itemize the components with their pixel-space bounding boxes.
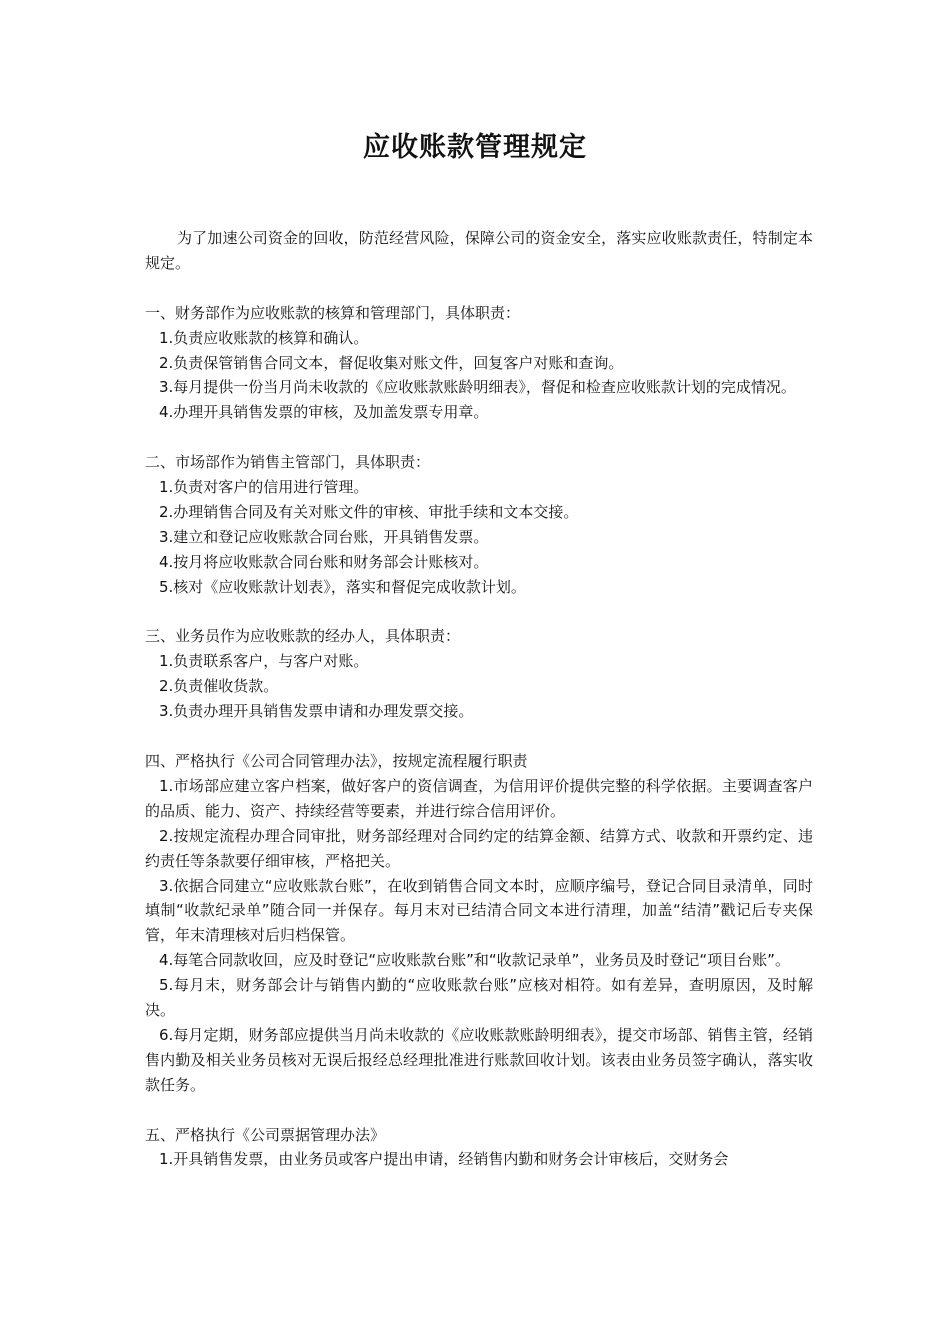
section-2-item: 5.核对《应收账款计划表》，落实和督促完成收款计划。 <box>159 577 526 596</box>
section-4-item: 6.每月定期，财务部应提供当月尚未收款的《应收账款账龄明细表》，提交市场部、销售主管，经销售内勤及相关业务员核对无误后报经总经理批准进行账款回收计划。该表由业务员签字确认，落实收款任务。 <box>145 1025 813 1094</box>
section-heading-3: 三、业务员作为应收账款的经办人，具体职责： <box>145 627 461 646</box>
section-3-item: 3.负责办理开具销售发票申请和办理发票交接。 <box>159 702 474 721</box>
section-4-item: 4.每笔合同款收回，应及时登记“应收账款台账”和“收款记录单”，业务员及时登记“项目台账”。 <box>159 951 790 970</box>
section-heading-4: 四、严格执行《公司合同管理办法》，按规定流程履行职责 <box>145 751 528 770</box>
document-body <box>145 226 813 1172</box>
section-5-item: 1.开具销售发票，由业务员或客户提出申请，经销售内勤和财务会计审核后，交财务会 <box>159 1150 729 1169</box>
section-4-item: 2.按规定流程办理合同审批，财务部经理对合同约定的结算金额、结算方式、收款和开票约定、违约责任等条款要仔细审核，严格把关。 <box>145 826 813 870</box>
section-1-item: 4.办理开具销售发票的审核，及加盖发票专用章。 <box>159 403 489 422</box>
section-2-item: 4.按月将应收账款合同台账和财务部会计账核对。 <box>159 552 489 571</box>
section-heading-1: 一、财务部作为应收账款的核算和管理部门，具体职责： <box>145 303 521 322</box>
section-3-item: 2.负责催收货款。 <box>159 677 279 696</box>
section-2-item: 1.负责对客户的信用进行管理。 <box>159 478 369 497</box>
section-1-item: 2.负责保管销售合同文本，督促收集对账文件，回复客户对账和查询。 <box>159 353 624 372</box>
section-1-item: 3.每月提供一份当月尚未收款的《应收账款账龄明细表》，督促和检查应收账款计划的完成情况。 <box>159 378 796 397</box>
section-heading-2: 二、市场部作为销售主管部门，具体职责： <box>145 453 431 472</box>
document-title: 应收账款管理规定 <box>363 132 587 163</box>
section-1-item: 1.负责应收账款的核算和确认。 <box>159 328 369 347</box>
section-2-item: 3.建立和登记应收账款合同台账，开具销售发票。 <box>159 527 489 546</box>
section-3-item: 1.负责联系客户，与客户对账。 <box>159 652 369 671</box>
section-4-item: 1.市场部应建立客户档案，做好客户的资信调查，为信用评价提供完整的科学依据。主要调查客户的品质、能力、资产、持续经营等要素，并进行综合信用评价。 <box>145 776 813 820</box>
section-2-item: 2.办理销售合同及有关对账文件的审核、审批手续和文本交接。 <box>159 502 579 521</box>
intro-paragraph: 为了加速公司资金的回收，防范经营风险，保障公司的资金安全，落实应收账款责任，特制定本规定。 <box>145 229 813 272</box>
section-heading-5: 五、严格执行《公司票据管理办法》 <box>145 1125 386 1144</box>
section-4-item: 5.每月末，财务部会计与销售内勤的“应收账款台账”应核对相符。如有差异，查明原因，及时解决。 <box>145 976 813 1020</box>
section-4-item: 3.依据合同建立“应收账款台账”，在收到销售合同文本时，应顺序编号，登记合同目录清单，同时填制“收款纪录单”随合同一并保存。每月末对已结清合同文本进行清理，加盖“结清”戳记后专夹保管，年末清理核对后归档保管。 <box>145 876 813 945</box>
